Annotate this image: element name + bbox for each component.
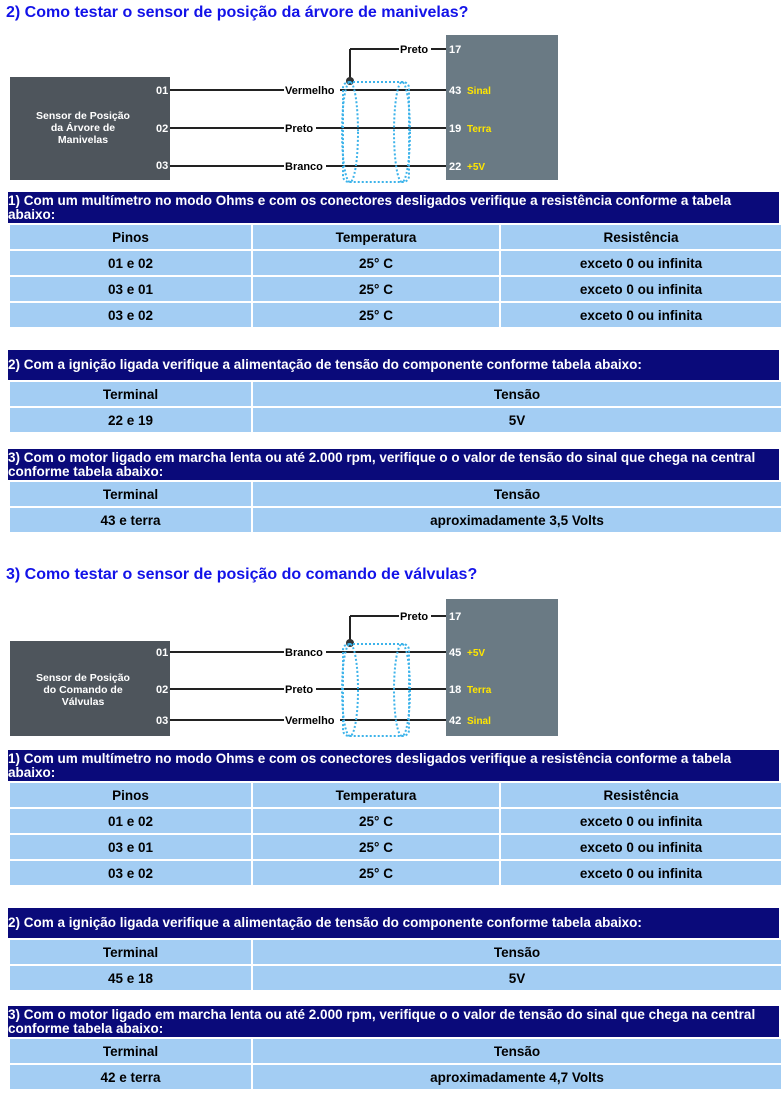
column-header: Tensão: [253, 482, 781, 506]
column-header: Temperatura: [253, 225, 499, 249]
column-header: Terminal: [10, 382, 251, 406]
table-cell: 03 e 01: [10, 835, 251, 859]
table-cell: exceto 0 ou infinita: [501, 277, 781, 301]
section-title: 3) Como testar o sensor de posição do comando de válvulas?: [6, 566, 478, 583]
ecu-pin: 42: [449, 715, 462, 727]
table-row: [10, 508, 781, 532]
table-cell: 25° C: [253, 277, 499, 301]
column-header: Pinos: [10, 783, 251, 807]
table-cell: 5V: [253, 966, 781, 990]
column-header: Resistência: [501, 225, 781, 249]
table-header-row: [10, 225, 781, 249]
wiring-diagram: [0, 596, 570, 751]
ecu-pin: 17: [449, 44, 462, 56]
wire-label: Preto: [285, 684, 314, 696]
table-cell: exceto 0 ou infinita: [501, 251, 781, 275]
table-cell: exceto 0 ou infinita: [501, 303, 781, 327]
column-header: Terminal: [10, 1039, 251, 1063]
table-cell: 01 e 02: [10, 809, 251, 833]
signal-test-block: [10, 449, 779, 534]
ecu-body: [446, 35, 558, 180]
ecu-pin-label: Sinal: [467, 86, 491, 97]
wiring-diagram-svg: [0, 32, 570, 187]
sensor-label-line: Sensor de Posição: [36, 672, 130, 684]
sensor-pin: 01: [156, 647, 169, 659]
table-cell: 25° C: [253, 861, 499, 885]
ecu-pin: 18: [449, 684, 462, 696]
sensor-label-line: da Árvore de: [50, 122, 116, 134]
column-header: Tensão: [253, 940, 781, 964]
table-cell: exceto 0 ou infinita: [501, 809, 781, 833]
column-header: Tensão: [253, 1039, 781, 1063]
column-header: Terminal: [10, 482, 251, 506]
table-cell: 03 e 02: [10, 861, 251, 885]
ecu-pin-label: Terra: [467, 685, 492, 696]
sensor-label-line: Manivelas: [57, 134, 109, 146]
section-title: 2) Como testar o sensor de posição da árvore de manivelas?: [6, 4, 469, 21]
wire-label: Branco: [285, 161, 323, 173]
table-cell: aproximadamente 3,5 Volts: [253, 508, 781, 532]
table-row: [10, 408, 781, 432]
wiring-diagram-svg: [0, 596, 570, 751]
table-cell: 43 e terra: [10, 508, 251, 532]
sensor-pin: 02: [156, 123, 169, 135]
ecu-pin-label: Sinal: [467, 716, 491, 727]
table-cell: 22 e 19: [10, 408, 251, 432]
ecu-pin-label: +5V: [467, 162, 486, 173]
table-row: [10, 861, 781, 885]
table-row: [10, 303, 781, 327]
table-header-row: [10, 940, 781, 964]
table-cell: 45 e 18: [10, 966, 251, 990]
sensor-label-line: Válvulas: [61, 696, 105, 708]
table-cell: 42 e terra: [10, 1065, 251, 1089]
table-header-row: [10, 482, 781, 506]
table-row: [10, 966, 781, 990]
table-cell: 03 e 01: [10, 277, 251, 301]
resistance-table: [8, 781, 781, 887]
wire-label: Preto: [285, 123, 314, 135]
table-cell: exceto 0 ou infinita: [501, 861, 781, 885]
supply-test-block: [10, 350, 779, 434]
signal-table: [8, 480, 781, 534]
sensor-pin: 03: [156, 715, 169, 727]
signal-test-heading: 3) Com o motor ligado em marcha lenta ou até 2.000 rpm, verifique o o valor de tensão do sinal que chega na central conforme tabela abaixo:: [8, 449, 779, 480]
wire-label: Vermelho: [285, 715, 335, 727]
resistance-test-block: [10, 192, 779, 329]
table-header-row: [10, 783, 781, 807]
table-row: [10, 835, 781, 859]
resistance-test-heading: 1) Com um multímetro no modo Ohms e com os conectores desligados verifique a resistência conforme a tabela abaixo:: [8, 192, 779, 223]
table-row: [10, 1065, 781, 1089]
wire-label: Vermelho: [285, 85, 335, 97]
table-cell: 25° C: [253, 809, 499, 833]
ecu-pin: 45: [449, 647, 462, 659]
table-row: [10, 809, 781, 833]
wire-label: Preto: [400, 44, 429, 56]
table-header-row: [10, 382, 781, 406]
signal-table: [8, 1037, 781, 1091]
column-header: Tensão: [253, 382, 781, 406]
supply-test-block: [10, 908, 779, 992]
table-cell: exceto 0 ou infinita: [501, 835, 781, 859]
signal-test-heading: 3) Com o motor ligado em marcha lenta ou até 2.000 rpm, verifique o o valor de tensão do sinal que chega na central conforme tabela abaixo:: [8, 1006, 779, 1037]
table-row: [10, 251, 781, 275]
column-header: Terminal: [10, 940, 251, 964]
supply-test-heading: 2) Com a ignição ligada verifique a alimentação de tensão do componente conforme tabela abaixo:: [8, 350, 779, 380]
sensor-pin: 02: [156, 684, 169, 696]
table-cell: 01 e 02: [10, 251, 251, 275]
wiring-diagram: [0, 32, 570, 187]
supply-table: [8, 380, 781, 434]
ecu-pin-label: +5V: [467, 648, 486, 659]
table-cell: aproximadamente 4,7 Volts: [253, 1065, 781, 1089]
ecu-body: [446, 599, 558, 736]
sensor-label-line: do Comando de: [43, 684, 123, 696]
table-header-row: [10, 1039, 781, 1063]
wire-label: Preto: [400, 611, 429, 623]
ecu-pin: 17: [449, 611, 462, 623]
sensor-pin: 03: [156, 160, 169, 172]
ecu-pin: 43: [449, 85, 462, 97]
table-cell: 03 e 02: [10, 303, 251, 327]
resistance-test-heading: 1) Com um multímetro no modo Ohms e com os conectores desligados verifique a resistência conforme a tabela abaixo:: [8, 750, 779, 781]
column-header: Temperatura: [253, 783, 499, 807]
ecu-pin: 22: [449, 161, 462, 173]
supply-table: [8, 938, 781, 992]
ecu-pin-label: Terra: [467, 124, 492, 135]
table-cell: 25° C: [253, 251, 499, 275]
column-header: Resistência: [501, 783, 781, 807]
sensor-label-line: Sensor de Posição: [36, 110, 130, 122]
supply-test-heading: 2) Com a ignição ligada verifique a alimentação de tensão do componente conforme tabela abaixo:: [8, 908, 779, 938]
signal-test-block: [10, 1006, 779, 1091]
table-cell: 5V: [253, 408, 781, 432]
ecu-pin: 19: [449, 123, 462, 135]
table-cell: 25° C: [253, 303, 499, 327]
resistance-table: [8, 223, 781, 329]
column-header: Pinos: [10, 225, 251, 249]
table-cell: 25° C: [253, 835, 499, 859]
resistance-test-block: [10, 750, 779, 887]
sensor-pin: 01: [156, 85, 169, 97]
wire-label: Branco: [285, 647, 323, 659]
table-row: [10, 277, 781, 301]
